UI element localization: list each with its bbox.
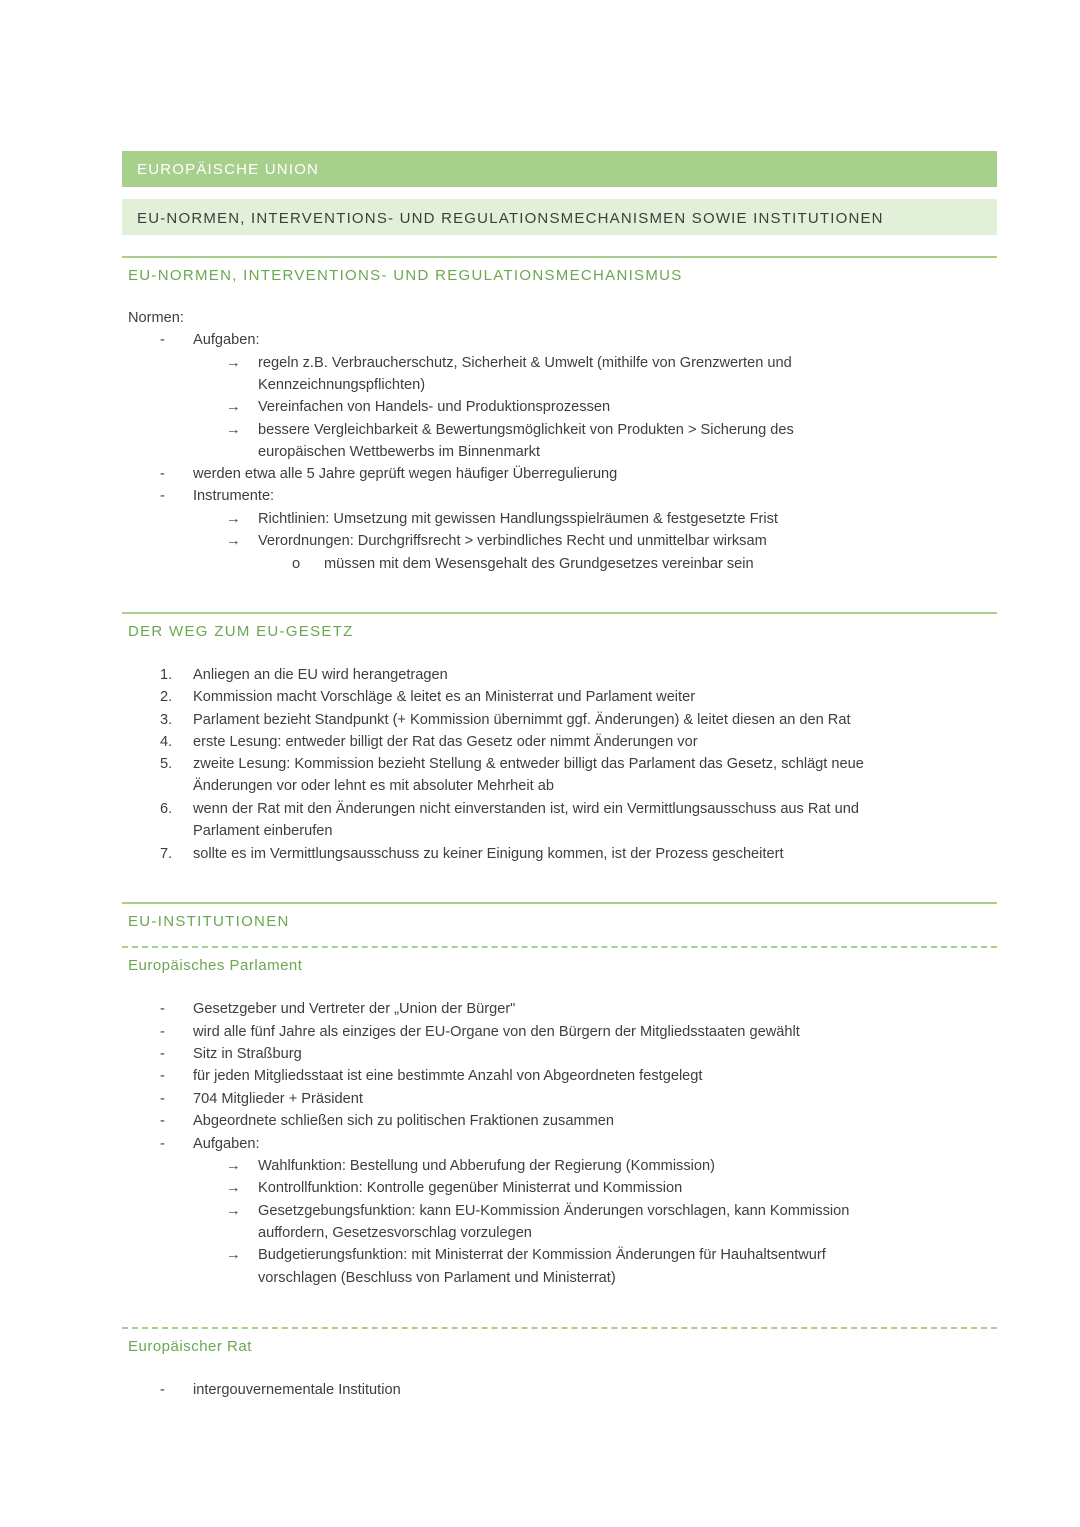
document-subtitle: EU-NORMEN, INTERVENTIONS- UND REGULATIONSMECHANISMEN SOWIE INSTITUTIONEN [122, 199, 997, 235]
list-item: wird alle fünf Jahre als einziges der EU-Organe von den Bürgern der Mitgliedsstaaten gewählt [193, 1024, 800, 1040]
section-divider [122, 902, 997, 904]
dash-bullet: - [160, 1091, 165, 1107]
dash-bullet: - [160, 488, 165, 504]
dash-bullet: - [160, 1068, 165, 1084]
numbered-item: Kommission macht Vorschläge & leitet es an Ministerrat und Parlament weiter [193, 689, 696, 705]
dash-bullet: - [160, 1046, 165, 1062]
list-number: 3. [160, 712, 173, 728]
section-heading-institutionen: EU-INSTITUTIONEN [128, 913, 290, 930]
list-item: Verordnungen: Durchgriffsrecht > verbindliches Recht und unmittelbar wirksam [258, 533, 767, 549]
list-item: Gesetzgebungsfunktion: kann EU-Kommission Änderungen vorschlagen, kann Kommission [258, 1203, 850, 1219]
numbered-item-continuation: Parlament einberufen [193, 823, 333, 839]
list-item: Gesetzgeber und Vertreter der „Union der Bürger" [193, 1001, 516, 1017]
list-number: 5. [160, 756, 173, 772]
instrumente-label: Instrumente: [193, 488, 275, 504]
list-item: Sitz in Straßburg [193, 1046, 302, 1062]
dash-bullet: - [160, 466, 165, 482]
list-item: 704 Mitglieder + Präsident [193, 1091, 363, 1107]
arrow-icon: → [226, 1203, 241, 1219]
dash-bullet: - [160, 1136, 165, 1152]
list-item: Vereinfachen von Handels- und Produktionsprozessen [258, 399, 611, 415]
numbered-item: erste Lesung: entweder billigt der Rat das Gesetz oder nimmt Änderungen vor [193, 734, 698, 750]
dash-bullet: - [160, 1001, 165, 1017]
list-number: 4. [160, 734, 173, 750]
list-item: bessere Vergleichbarkeit & Bewertungsmöglichkeit von Produkten > Sicherung des [258, 422, 794, 438]
list-item-continuation: auffordern, Gesetzesvorschlag vorzulegen [258, 1225, 532, 1241]
list-number: 6. [160, 801, 173, 817]
aufgaben-label: Aufgaben: [193, 332, 260, 348]
document-title: EUROPÄISCHE UNION [122, 151, 997, 187]
circle-bullet-icon: o [292, 556, 301, 572]
list-number: 2. [160, 689, 173, 705]
dash-bullet: - [160, 1113, 165, 1129]
dash-bullet: - [160, 1382, 165, 1398]
list-item-continuation: vorschlagen (Beschluss von Parlament und Ministerrat) [258, 1270, 616, 1286]
numbered-item: Parlament bezieht Standpunkt (+ Kommission übernimmt ggf. Änderungen) & leitet diesen an den Rat [193, 712, 851, 728]
numbered-item: Anliegen an die EU wird herangetragen [193, 667, 448, 683]
arrow-icon: → [226, 1158, 241, 1174]
subsection-divider [122, 946, 997, 948]
list-item: Budgetierungsfunktion: mit Ministerrat der Kommission Änderungen für Hauhaltsentwurf [258, 1247, 826, 1263]
list-item: Kontrollfunktion: Kontrolle gegenüber Ministerrat und Kommission [258, 1180, 683, 1196]
list-item: Wahlfunktion: Bestellung und Abberufung der Regierung (Kommission) [258, 1158, 715, 1174]
arrow-icon: → [226, 355, 241, 371]
subsection-divider [122, 1327, 997, 1329]
numbered-item: wenn der Rat mit den Änderungen nicht einverstanden ist, wird ein Vermittlungsausschuss aus Rat und [193, 801, 860, 817]
section-divider [122, 256, 997, 258]
subsection-heading-parlament: Europäisches Parlament [128, 957, 303, 974]
list-item: für jeden Mitgliedsstaat ist eine bestimmte Anzahl von Abgeordneten festgelegt [193, 1068, 703, 1084]
section-divider [122, 612, 997, 614]
list-number: 7. [160, 846, 173, 862]
dash-bullet: - [160, 332, 165, 348]
numbered-item: zweite Lesung: Kommission bezieht Stellung & entweder billigt das Parlament das Gesetz, schlägt neue [193, 756, 864, 772]
numbered-item: sollte es im Vermittlungsausschuss zu keiner Einigung kommen, ist der Prozess gescheitert [193, 846, 784, 862]
arrow-icon: → [226, 533, 241, 549]
arrow-icon: → [226, 511, 241, 527]
list-item: werden etwa alle 5 Jahre geprüft wegen häufiger Überregulierung [193, 466, 618, 482]
list-item: müssen mit dem Wesensgehalt des Grundgesetzes vereinbar sein [324, 556, 754, 572]
section-heading-normen: EU-NORMEN, INTERVENTIONS- UND REGULATIONSMECHANISMUS [128, 267, 683, 284]
dash-bullet: - [160, 1024, 165, 1040]
list-number: 1. [160, 667, 173, 683]
arrow-icon: → [226, 399, 241, 415]
list-item: Abgeordnete schließen sich zu politischen Fraktionen zusammen [193, 1113, 615, 1129]
list-item-continuation: europäischen Wettbewerbs im Binnenmarkt [258, 444, 541, 460]
normen-label: Normen: [128, 310, 184, 326]
list-item: regeln z.B. Verbraucherschutz, Sicherheit & Umwelt (mithilfe von Grenzwerten und [258, 355, 792, 371]
numbered-item-continuation: Änderungen vor oder lehnt es mit absoluter Mehrheit ab [193, 778, 555, 794]
list-item-continuation: Kennzeichnungspflichten) [258, 377, 426, 393]
arrow-icon: → [226, 1247, 241, 1263]
section-heading-weg: DER WEG ZUM EU-GESETZ [128, 623, 354, 640]
arrow-icon: → [226, 1180, 241, 1196]
list-item: intergouvernementale Institution [193, 1382, 401, 1398]
subsection-heading-rat: Europäischer Rat [128, 1338, 252, 1355]
list-item: Richtlinien: Umsetzung mit gewissen Handlungsspielräumen & festgesetzte Frist [258, 511, 778, 527]
arrow-icon: → [226, 422, 241, 438]
aufgaben-label: Aufgaben: [193, 1136, 260, 1152]
